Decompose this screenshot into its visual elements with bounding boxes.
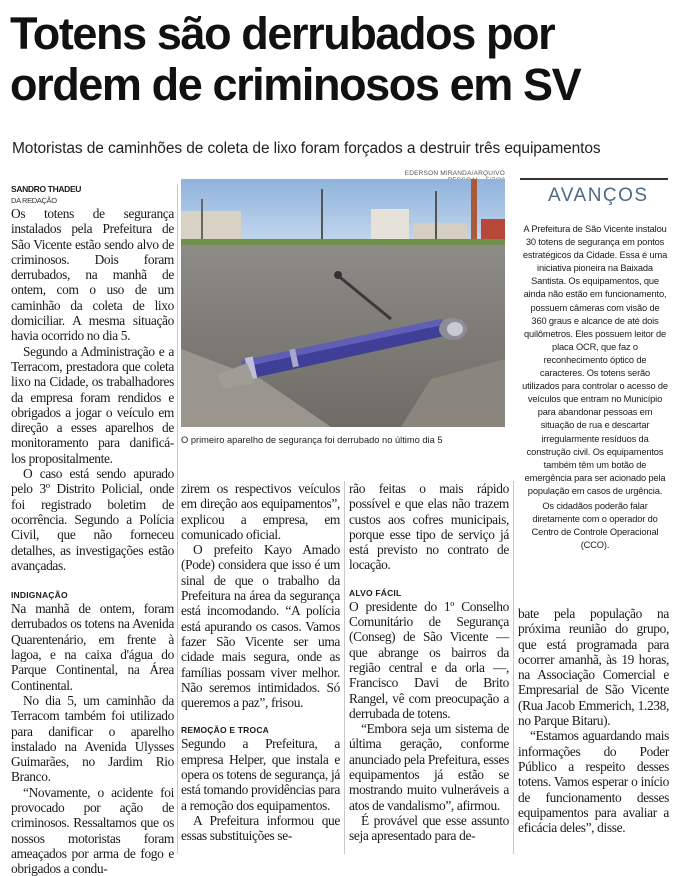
section-kicker: INDIGNAÇÃO xyxy=(11,590,68,601)
paragraph: bate pela população na próxima reunião do grupo, que está programada para ocorrer amanhã, às 19 horas, na Associação Comercial e Empresarial de São Vicente (Rua Jacob Emmerich, 1.238, no Parque Bitaru). xyxy=(518,606,669,729)
paragraph: Os totens de segurança instalados pela Prefeitura de São Vicente estão sendo alvo de criminosos. Dois foram derrubados, na manhã de ontem, com o uso de um caminhão da coleta de lixo domiciliar. A mesma situação havia ocorrido no dia 5. xyxy=(11,206,174,344)
paragraph: No dia 5, um caminhão da Terracom também foi utilizado para danificar o aparelho instalado na Avenida Ulysses Guimarães, no Jardim Rio Branco. xyxy=(11,692,174,785)
paragraph: O caso está sendo apurado pelo 3º Distrito Policial, onde foi registrado boletim de ocorrência. Segundo a Polícia Civil, que não forneceu detalhes, as investigações estão avançadas. xyxy=(11,466,174,573)
subheadline: Motoristas de caminhões de coleta de lixo foram forçados a destruir três equipamentos xyxy=(12,140,601,157)
news-photo xyxy=(181,179,505,427)
paragraph: zirem os respectivos veículos em direção aos equipamentos”, explicou a empresa, em comunicado oficial. xyxy=(181,481,340,542)
column-3 xyxy=(349,481,509,844)
photo-credit: EDERSON MIRANDA/ARQUIVO xyxy=(404,170,505,177)
paragraph: rão feitas o mais rápido possível e que elas não trazem custos aos cofres municipais, porque esse tipo de serviço já está previsto no contrato de locação. xyxy=(349,481,509,573)
paragraph: O prefeito Kayo Amado (Pode) considera que isso é um sinal de que o trabalho da Prefeitura na área da segurança está incomodando. “A polícia está apurando os casos. Vamos fazer São Vicente ser uma cidade mais segura, onde as famílias possam viver melhor. Não seremos intimidados. Só queremos a paz”, frisou. xyxy=(181,542,340,711)
column-divider xyxy=(344,481,345,854)
sidebar-paragraph: Os cidadãos poderão falar diretamente com o operador do Centro de Controle Operacional (CCO). xyxy=(531,500,659,551)
paragraph: Segundo a Prefeitura, a empresa Helper, que instala e opera os totens de segurança, já está tomando providências para a remoção dos equipamentos. xyxy=(181,736,340,813)
paragraph: Na manhã de ontem, foram derrubados os totens na Avenida Quarentenário, em frente à lagoa, e na caixa d'água do Parque Continental, na Área Continental. xyxy=(11,601,174,693)
paragraph: Segundo a Administração e a Terracom, prestadora que coleta lixo na Cidade, os trabalhadores da empresa foram rendidos e obrigados a jogar o veículo em direção a esses aparelhos de monitoramento para danificá-los propositalmente. xyxy=(11,343,174,466)
headline-line-2: ordem de criminosos em SV xyxy=(10,59,581,110)
sidebar-title: AVANÇOS xyxy=(548,185,649,206)
paragraph: O presidente do 1º Conselho Comunitário de Segurança (Conseg) de São Vicente — que abrange os bairros da região central e da orla —, Francisco Davi de Brito Rangel, vê com preocupação a derrubada de totens. xyxy=(349,598,509,721)
column-2 xyxy=(181,481,340,844)
sidebar-rule xyxy=(520,178,668,180)
paragraph: É provável que esse assunto seja apresentado para de- xyxy=(349,812,509,844)
byline: SANDRO THADEU xyxy=(11,184,82,194)
photo-caption: O primeiro aparelho de segurança foi derrubado no último dia 5 xyxy=(181,435,443,445)
column-divider xyxy=(513,481,514,854)
column-4 xyxy=(518,606,669,835)
headline xyxy=(10,8,670,110)
paragraph: “Estamos aguardando mais informações do Poder Público a respeito desses totens. Vamos esperar o início de funcionamento desses equipamentos para avaliar a eficácia deles”, disse. xyxy=(518,728,669,836)
column-divider xyxy=(177,184,178,854)
section-kicker: ALVO FÁCIL xyxy=(349,587,402,598)
section-kicker: REMOÇÃO E TROCA xyxy=(181,725,269,736)
byline-desk: DA REDAÇÃO xyxy=(11,196,57,205)
sidebar-paragraph: A Prefeitura de São Vicente instalou 30 totens de segurança em pontos estratégicos da Cidade. Essa é uma iniciativa pioneira na Baixada Santista. Os equipamentos, que ainda não estão em funcionamento, possuem câmeras com visão de 360 graus e alcance de até dois quilômetros. Eles possuem leitor de placa OCR, que faz o reconhecimento óptico de caracteres. Os totens serão utilizados para controlar o acesso de veículos que entram no Município para abandonar pessoas em situação de rua e descartar irregularmente resíduos da construção civil. Os equipamentos também têm um botão de emergência para ser acionado pela população em casos de urgência. xyxy=(522,224,668,496)
headline-line-1: Totens são derrubados por xyxy=(10,8,555,59)
column-1 xyxy=(11,184,174,876)
fallen-totem-image xyxy=(181,179,505,427)
paragraph: “Novamente, o acidente foi provocado por ação de criminosos. Ressaltamos que os nossos motoristas foram ameaçados por arma de fogo e obrigados a condu- xyxy=(11,784,174,876)
paragraph: “Embora seja um sistema de última geração, conforme anunciado pela Prefeitura, esses equipamentos já estão se mostrando muito vulneráveis a atos de vandalismo”, afirmou. xyxy=(349,721,509,813)
paragraph: A Prefeitura informou que essas substituições se- xyxy=(181,812,340,844)
sidebar-body xyxy=(522,223,668,552)
